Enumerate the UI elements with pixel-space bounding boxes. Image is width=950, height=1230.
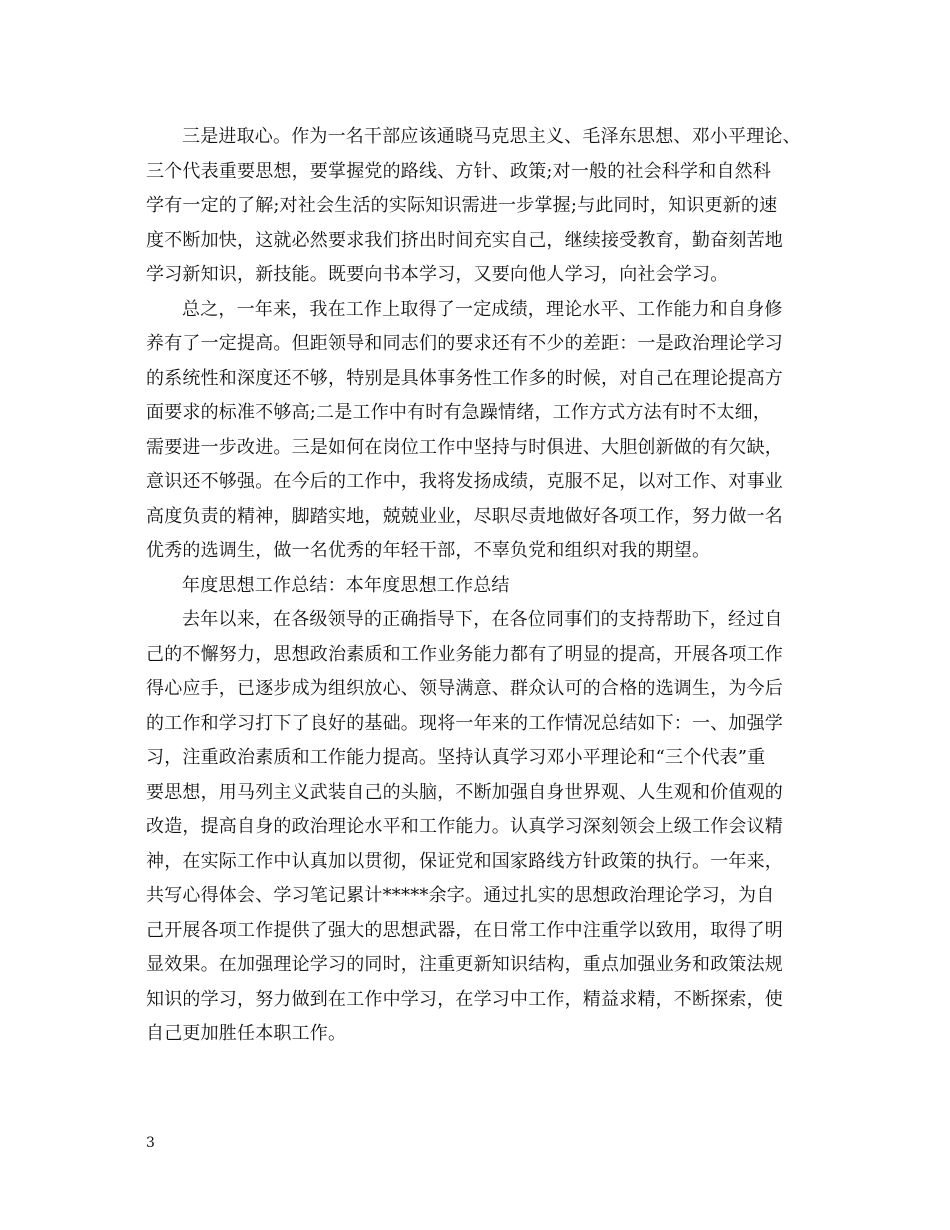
text-line: 习，注重政治素质和工作能力提高。坚持认真学习邓小平理论和“三个代表”重 bbox=[146, 747, 766, 768]
text-line: 学习新知识，新技能。既要向书本学习，又要向他人学习，向社会学习。 bbox=[146, 264, 729, 285]
text-line: 要思想，用马列主义武装自己的头脑，不断加强自身世界观、人生观和价值观的 bbox=[146, 781, 783, 803]
text-line: 面要求的标准不够高;二是工作中有时有急躁情绪，工作方式方法有时不太细， bbox=[146, 402, 772, 423]
document-body bbox=[146, 120, 806, 1052]
text-line: 改造，提高自身的政治理论水平和工作能力。认真学习深刻领会上级工作会议精 bbox=[146, 816, 783, 837]
text-line: 总之，一年来，我在工作上取得了一定成绩，理论水平、工作能力和自身修 bbox=[182, 298, 783, 320]
text-line: 己的不懈努力，思想政治素质和工作业务能力都有了明显的提高，开展各项工作 bbox=[146, 643, 783, 665]
text-line: 意识还不够强。在今后的工作中，我将发扬成绩，克服不足，以对工作、对事业 bbox=[146, 471, 783, 492]
text-line: 需要进一步改进。三是如何在岗位工作中坚持与时俱进、大胆创新做的有欠缺， bbox=[146, 436, 783, 458]
text-line: 知识的学习，努力做到在工作中学习，在学习中工作，精益求精，不断探索，使 bbox=[146, 988, 783, 1010]
text-line: 得心应手，已逐步成为组织放心、领导满意、群众认可的合格的选调生，为今后 bbox=[146, 678, 783, 699]
text-line: 三个代表重要思想，要掌握党的路线、方针、政策;对一般的社会科学和自然科 bbox=[146, 160, 772, 182]
text-line: 己开展各项工作提供了强大的思想武器，在日常工作中注重学以致用，取得了明 bbox=[146, 919, 783, 941]
text-line: 三是进取心。作为一名干部应该通晓马克思主义、毛泽东思想、邓小平理论、 bbox=[182, 126, 801, 147]
text-line: 共写心得体会、学习笔记累计*****余字。通过扎实的思想政治理论学习，为自 bbox=[146, 885, 775, 906]
text-line: 高度负责的精神，脚踏实地，兢兢业业，尽职尽责地做好各项工作，努力做一名 bbox=[146, 505, 783, 527]
text-line: 去年以来，在各级领导的正确指导下，在各位同事们的支持帮助下，经过自 bbox=[182, 609, 783, 630]
text-line: 自己更加胜任本职工作。 bbox=[146, 1023, 347, 1044]
text-line: 神，在实际工作中认真加以贯彻，保证党和国家路线方针政策的执行。一年来， bbox=[146, 850, 783, 872]
text-line: 养有了一定提高。但距领导和同志们的要求还有不少的差距：一是政治理论学习 bbox=[146, 333, 783, 354]
text-line: 年度思想工作总结：本年度思想工作总结 bbox=[182, 574, 510, 596]
text-line: 学有一定的了解;对社会生活的实际知识需进一步掌握;与此同时，知识更新的速 bbox=[146, 195, 778, 216]
text-line: 显效果。在加强理论学习的同时，注重更新知识结构，重点加强业务和政策法规 bbox=[146, 954, 783, 975]
page-number: 3 bbox=[146, 1135, 155, 1151]
text-line: 的工作和学习打下了良好的基础。现将一年来的工作情况总结如下：一、加强学 bbox=[146, 712, 783, 734]
text-line: 度不断加快，这就必然要求我们挤出时间充实自己，继续接受教育，勤奋刻苦地 bbox=[146, 229, 783, 251]
text-line: 优秀的选调生，做一名优秀的年轻干部，不辜负党和组织对我的期望。 bbox=[146, 540, 711, 561]
text-line: 的系统性和深度还不够，特别是具体事务性工作多的时候，对自己在理论提高方 bbox=[146, 367, 783, 389]
